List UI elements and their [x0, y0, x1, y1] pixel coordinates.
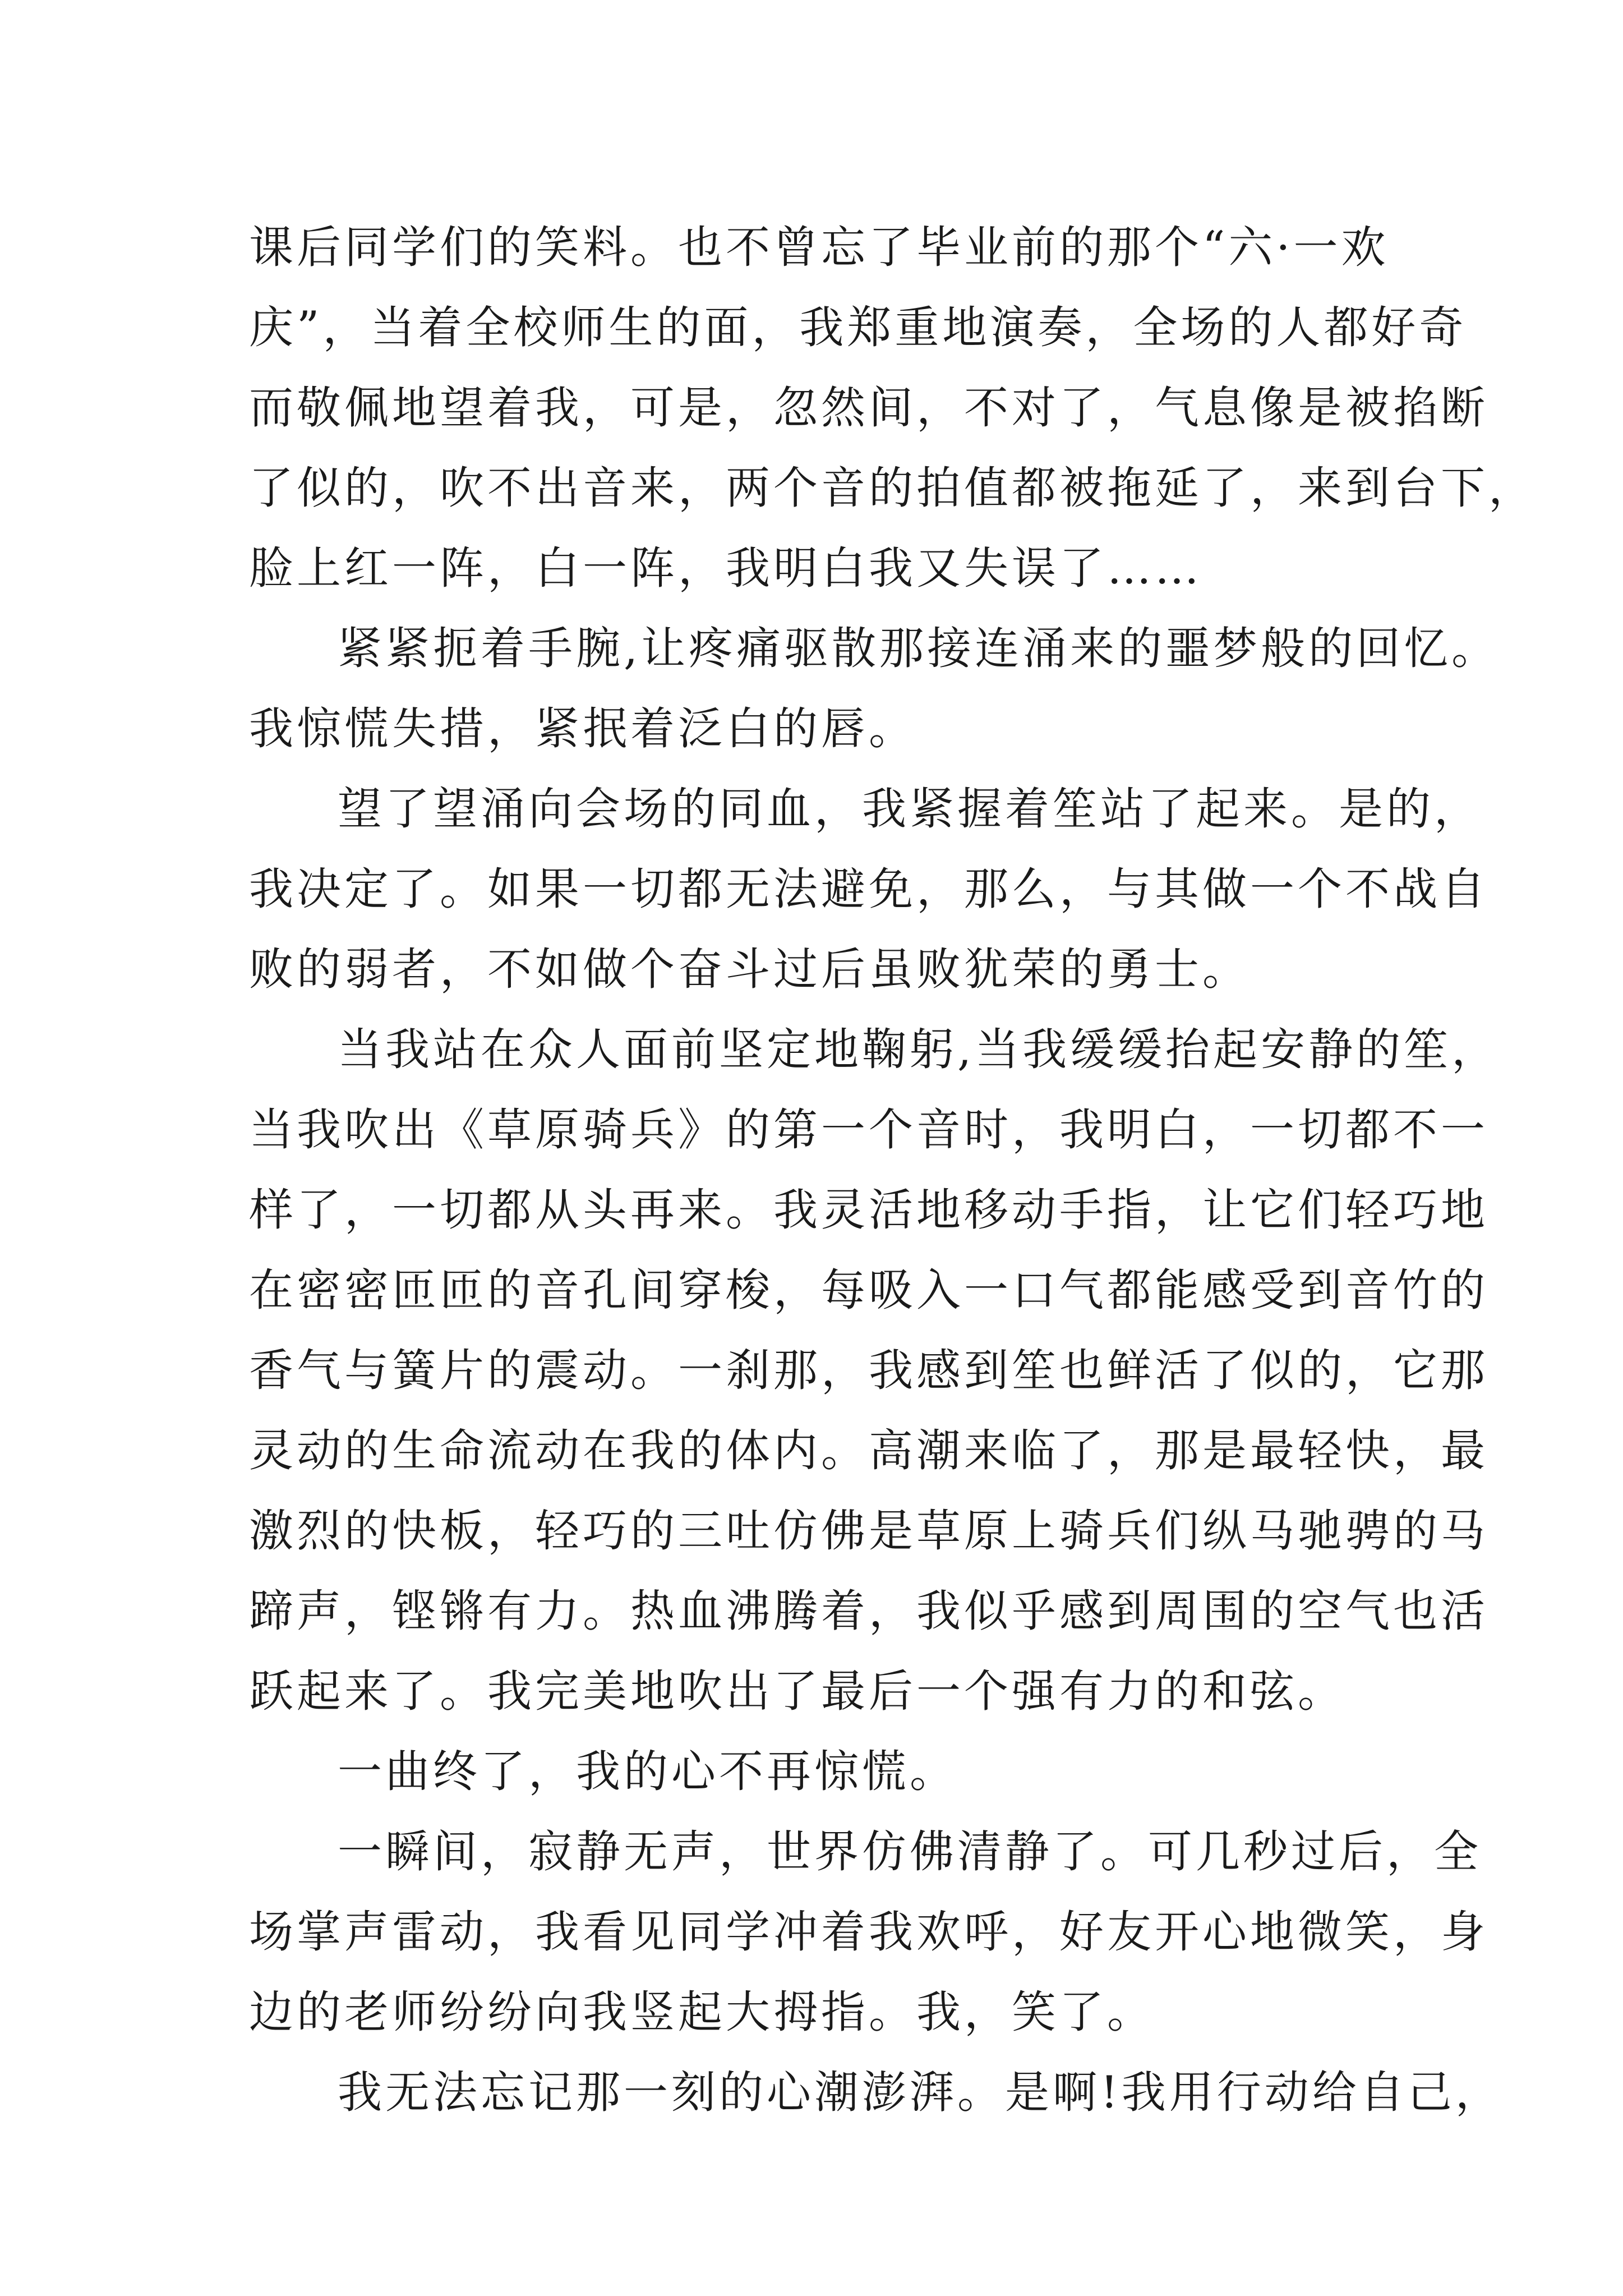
- text-line: 香气与簧片的震动。一刹那，我感到笙也鲜活了似的，它那: [249, 1345, 1488, 1396]
- text-line: 我无法忘记那一刻的心潮澎湃。是啊!我用行动给自己，: [338, 2067, 1503, 2118]
- text-line: 激烈的快板，轻巧的三吐仿佛是草原上骑兵们纵马驰骋的马: [249, 1505, 1488, 1557]
- text-line: 当我吹出《草原骑兵》的第一个音时，我明白，一切都不一: [249, 1104, 1488, 1156]
- text-line: 边的老师纷纷向我竖起大拇指。我，笑了。: [249, 1986, 1155, 2038]
- text-line: 在密密匝匝的音孔间穿梭，每吸入一口气都能感受到音竹的: [249, 1264, 1488, 1316]
- text-line: 望了望涌向会场的同血，我紧握着笙站了起来。是的，: [338, 783, 1482, 835]
- text-line: 蹄声，铿锵有力。热血沸腾着，我似乎感到周围的空气也活: [249, 1585, 1488, 1637]
- text-line: 了似的，吹不出音来，两个音的拍值都被拖延了，来到台下，: [249, 462, 1536, 514]
- text-line: 一瞬间，寂静无声，世界仿佛清静了。可几秒过后，全: [338, 1826, 1482, 1878]
- text-line: 课后同学们的笑料。也不曾忘了毕业前的那个“六·一欢: [249, 222, 1389, 273]
- text-line: 我决定了。如果一切都无法避免，那么，与其做一个不战自: [249, 863, 1488, 915]
- text-line: 灵动的生命流动在我的体内。高潮来临了，那是最轻快，最: [249, 1425, 1488, 1476]
- text-line: 败的弱者，不如做个奋斗过后虽败犹荣的勇士。: [249, 944, 1250, 995]
- body-text: [249, 208, 1536, 2133]
- text-line: 当我站在众人面前坚定地鞠躬,当我缓缓抬起安静的笙，: [338, 1024, 1500, 1075]
- text-line: 而敬佩地望着我，可是，忽然间，不对了，气息像是被掐断: [249, 382, 1488, 434]
- text-line: 一曲终了，我的心不再惊慌。: [338, 1746, 957, 1797]
- text-line: 脸上红一阵，白一阵，我明白我又失误了……: [249, 542, 1202, 594]
- text-line: 紧紧扼着手腕,让疼痛驱散那接连涌来的噩梦般的回忆。: [338, 623, 1500, 674]
- text-line: 庆”，当着全校师生的面，我郑重地演奏，全场的人都好奇: [249, 302, 1467, 353]
- text-line: 样了，一切都从头再来。我灵活地移动手指，让它们轻巧地: [249, 1184, 1488, 1236]
- text-line: 场掌声雷动，我看见同学冲着我欢呼，好友开心地微笑，身: [249, 1906, 1488, 1958]
- text-line: 我惊慌失措，紧抿着泛白的唇。: [249, 703, 916, 754]
- text-line: 跃起来了。我完美地吹出了最后一个强有力的和弦。: [249, 1665, 1345, 1717]
